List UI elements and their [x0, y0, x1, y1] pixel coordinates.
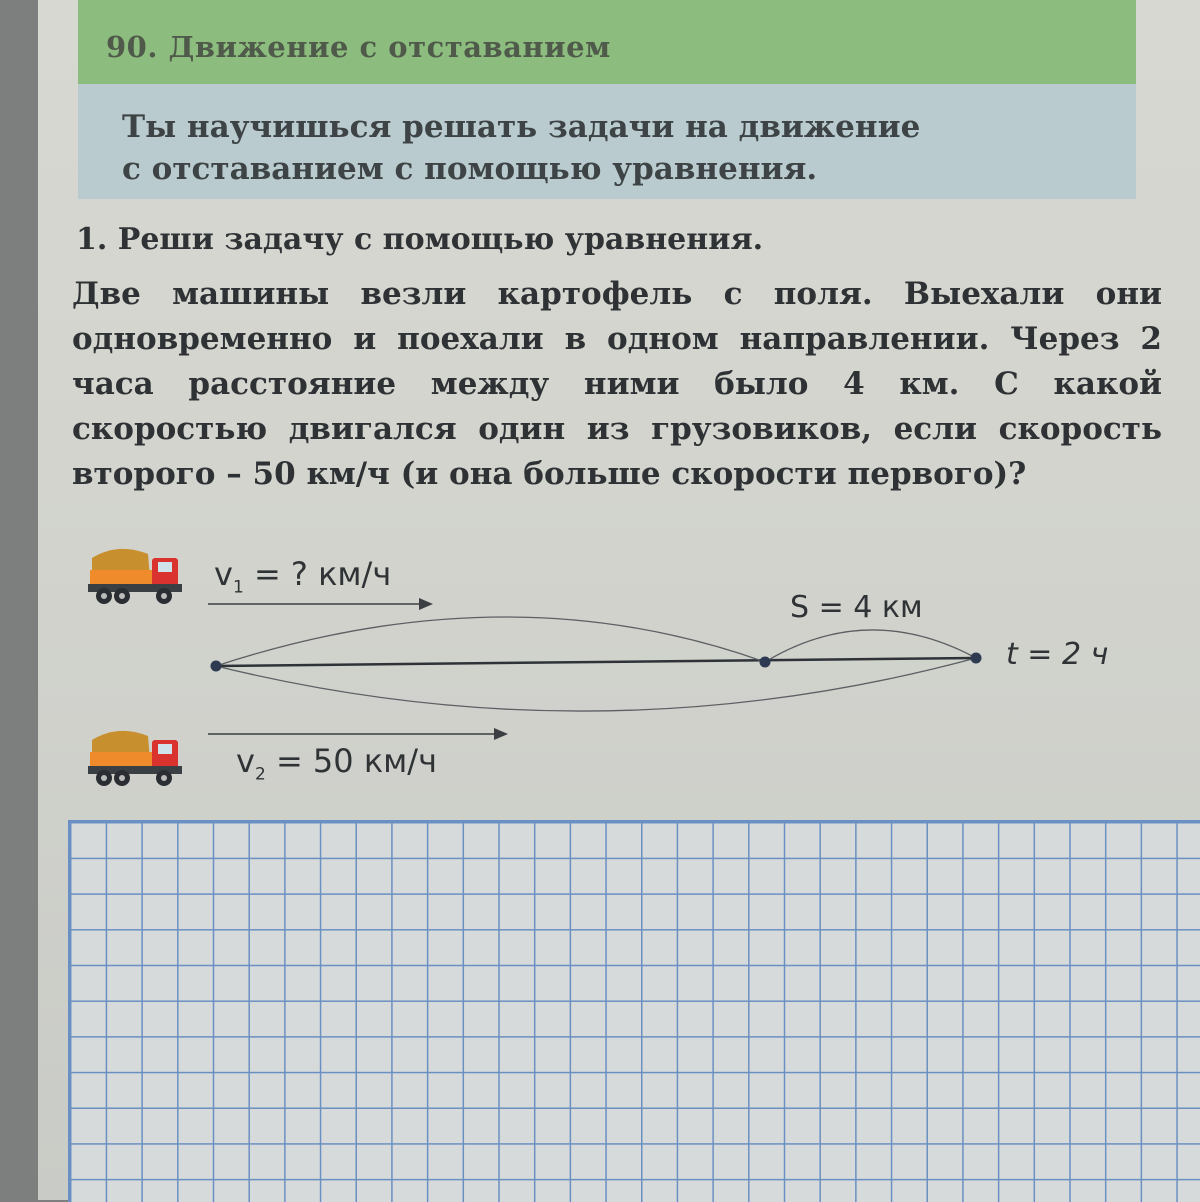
v2-label — [236, 742, 437, 784]
distance-label: S = 4 км — [790, 590, 923, 625]
v1-symbol: v — [214, 555, 233, 593]
truck1-point — [760, 657, 771, 668]
path-line — [216, 658, 976, 666]
lesson-title: 90. Движение с отставанием — [106, 30, 611, 64]
v2-value: = 50 км/ч — [275, 742, 437, 780]
answer-grid[interactable] — [68, 820, 1200, 1202]
lesson-goal-line-2: с отставанием с помощью уравнения. — [122, 151, 818, 187]
arc-v1-path — [216, 617, 765, 666]
start-point — [211, 661, 222, 672]
truck-1-icon — [88, 549, 182, 604]
truck-2-icon — [88, 731, 182, 786]
textbook-page — [38, 0, 1200, 1200]
problem-text: Две машины везли картофель с поля. Выехали они одновременно и поехали в одном направлении. Через 2 часа расстояние между ними было 4 км. С какой скоростью двигался один из грузовиков, если скорость второго – 50 км/ч (и она больше скорости первого)? — [72, 276, 1162, 492]
v1-subscript: 1 — [232, 577, 244, 598]
v2-subscript: 2 — [254, 764, 266, 785]
v1-arrow — [208, 598, 433, 610]
task-heading: 1. Реши задачу с помощью уравнения. — [76, 222, 764, 257]
v1-value: = ? км/ч — [253, 555, 392, 593]
lesson-goal-line-1: Ты научишься решать задачи на движение — [122, 109, 921, 145]
v1-label — [214, 555, 391, 597]
time-label: t = 2 ч — [1006, 637, 1109, 672]
motion-diagram — [38, 0, 1200, 820]
v2-arrow — [208, 728, 508, 740]
truck2-point — [971, 653, 982, 664]
v2-symbol: v — [236, 742, 255, 780]
